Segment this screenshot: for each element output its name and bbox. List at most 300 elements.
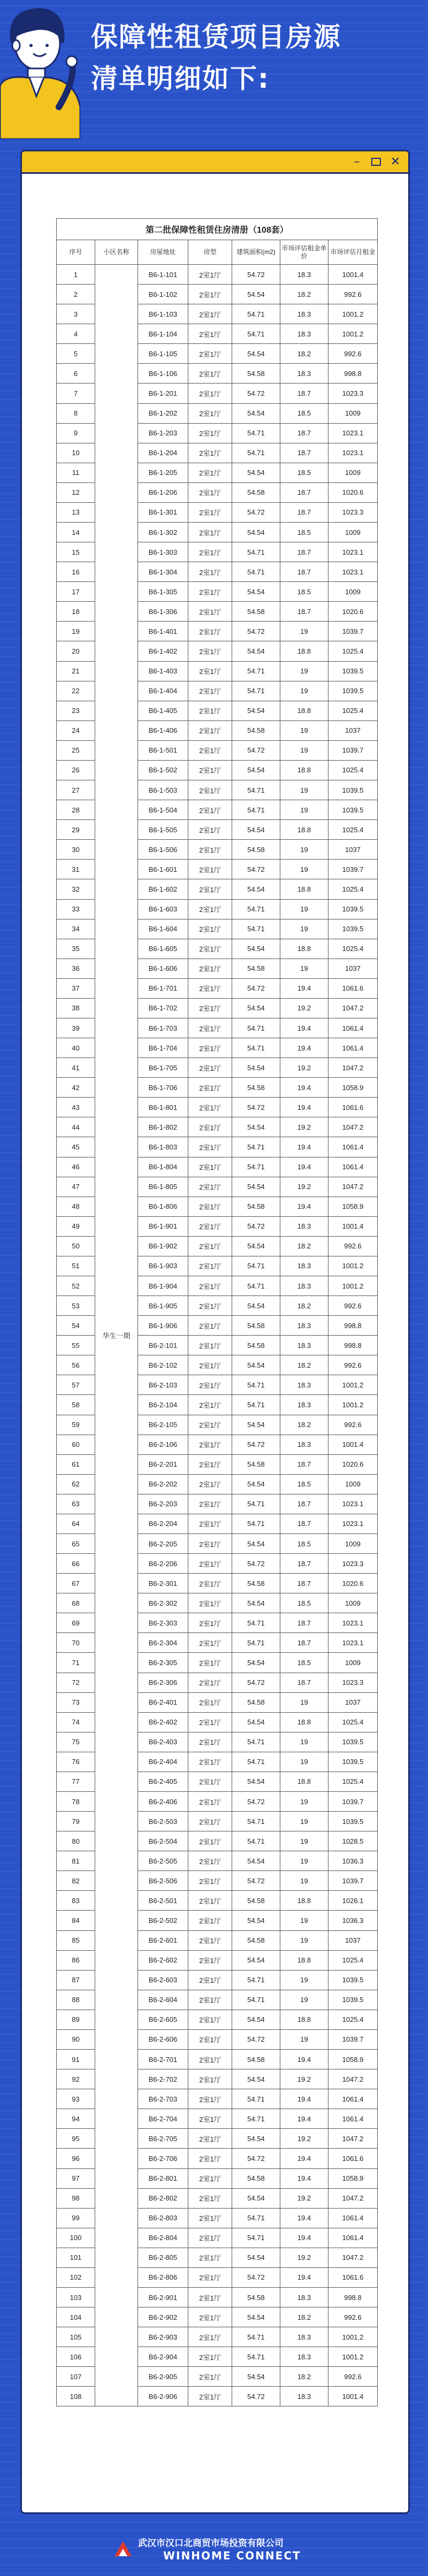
row-number: 36 xyxy=(57,959,95,978)
row-number: 59 xyxy=(57,1415,95,1435)
house-address: B6-1-405 xyxy=(138,701,188,720)
house-type: 2室1厅 xyxy=(188,502,232,522)
rent-unit-price: 18.5 xyxy=(280,523,328,542)
monthly-rent: 1001.2 xyxy=(328,1395,378,1415)
monthly-rent: 1047.2 xyxy=(328,2248,378,2267)
house-address: B6-1-205 xyxy=(138,463,188,482)
house-type: 2室1厅 xyxy=(188,1276,232,1295)
rent-unit-price: 18.3 xyxy=(280,2327,328,2347)
rent-unit-price: 18.3 xyxy=(280,1336,328,1355)
house-address: B6-2-204 xyxy=(138,1514,188,1534)
monthly-rent: 1023.1 xyxy=(328,1514,378,1534)
house-type: 2室1厅 xyxy=(188,1316,232,1336)
house-address: B6-2-605 xyxy=(138,2010,188,2029)
rent-unit-price: 18.3 xyxy=(280,1435,328,1454)
house-type: 2室1厅 xyxy=(188,1157,232,1177)
monthly-rent: 998.8 xyxy=(328,2287,378,2307)
rent-unit-price: 19 xyxy=(280,740,328,760)
row-number: 57 xyxy=(57,1375,95,1395)
rent-unit-price: 18.5 xyxy=(280,1653,328,1673)
row-number: 45 xyxy=(57,1137,95,1157)
floor-area: 54.71 xyxy=(232,780,280,800)
house-type: 2室1厅 xyxy=(188,285,232,304)
rent-unit-price: 19 xyxy=(280,1732,328,1752)
rent-unit-price: 18.8 xyxy=(280,641,328,661)
house-address: B6-2-104 xyxy=(138,1395,188,1415)
monthly-rent: 1061.4 xyxy=(328,1137,378,1157)
house-address: B6-1-301 xyxy=(138,502,188,522)
rent-unit-price: 18.8 xyxy=(280,1772,328,1791)
row-number: 71 xyxy=(57,1653,95,1673)
monthly-rent: 1061.4 xyxy=(328,2089,378,2109)
rent-unit-price: 19 xyxy=(280,1831,328,1851)
rent-unit-price: 19 xyxy=(280,959,328,978)
floor-area: 54.71 xyxy=(232,800,280,820)
rent-unit-price: 19 xyxy=(280,780,328,800)
monthly-rent: 1025.4 xyxy=(328,1772,378,1791)
house-type: 2室1厅 xyxy=(188,2347,232,2367)
rent-unit-price: 19 xyxy=(280,899,328,919)
rent-unit-price: 19 xyxy=(280,1911,328,1930)
rent-unit-price: 19 xyxy=(280,622,328,641)
rent-unit-price: 18.3 xyxy=(280,1216,328,1236)
monthly-rent: 1009 xyxy=(328,582,378,602)
house-address: B6-1-701 xyxy=(138,978,188,998)
floor-area: 54.71 xyxy=(232,423,280,443)
floor-area: 54.71 xyxy=(232,2208,280,2228)
floor-area: 54.72 xyxy=(232,1435,280,1454)
house-type: 2室1厅 xyxy=(188,2327,232,2347)
floor-area: 54.58 xyxy=(232,1891,280,1911)
floor-area: 54.72 xyxy=(232,502,280,522)
row-number: 17 xyxy=(57,582,95,602)
house-address: B6-1-302 xyxy=(138,523,188,542)
monthly-rent: 1020.6 xyxy=(328,1574,378,1593)
floor-area: 54.71 xyxy=(232,1157,280,1177)
house-address: B6-2-404 xyxy=(138,1752,188,1772)
floor-area: 54.54 xyxy=(232,1236,280,1256)
floor-area: 54.54 xyxy=(232,523,280,542)
house-address: B6-1-901 xyxy=(138,1216,188,1236)
row-number: 51 xyxy=(57,1256,95,1276)
house-type: 2室1厅 xyxy=(188,820,232,840)
house-address: B6-2-304 xyxy=(138,1633,188,1653)
row-number: 31 xyxy=(57,860,95,879)
monthly-rent: 1061.4 xyxy=(328,1038,378,1058)
monthly-rent: 1058.9 xyxy=(328,1078,378,1098)
rent-unit-price: 19.4 xyxy=(280,1098,328,1117)
house-address: B6-2-701 xyxy=(138,2050,188,2069)
rent-unit-price: 18.3 xyxy=(280,304,328,324)
monthly-rent: 1036.3 xyxy=(328,1911,378,1930)
row-number: 91 xyxy=(57,2050,95,2069)
house-address: B6-1-706 xyxy=(138,1078,188,1098)
rent-unit-price: 18.2 xyxy=(280,1236,328,1256)
page-headline xyxy=(91,16,423,99)
row-number: 79 xyxy=(57,1812,95,1831)
house-type: 2室1厅 xyxy=(188,1534,232,1554)
rent-unit-price: 18.8 xyxy=(280,939,328,959)
monthly-rent: 1001.2 xyxy=(328,1276,378,1295)
rent-unit-price: 18.3 xyxy=(280,364,328,384)
monthly-rent: 992.6 xyxy=(328,1236,378,1256)
row-number: 48 xyxy=(57,1197,95,1216)
house-type: 2室1厅 xyxy=(188,2168,232,2188)
monthly-rent: 1023.3 xyxy=(328,1673,378,1692)
house-type: 2室1厅 xyxy=(188,919,232,939)
row-number: 18 xyxy=(57,602,95,622)
house-type: 2室1厅 xyxy=(188,2208,232,2228)
row-number: 2 xyxy=(57,285,95,304)
row-number: 1 xyxy=(57,265,95,285)
column-header: 房型 xyxy=(188,240,232,265)
floor-area: 54.72 xyxy=(232,265,280,285)
rent-unit-price: 19 xyxy=(280,1930,328,1950)
monthly-rent: 1001.2 xyxy=(328,2347,378,2367)
rent-unit-price: 19.4 xyxy=(280,978,328,998)
rent-unit-price: 19.2 xyxy=(280,2248,328,2267)
monthly-rent: 1023.1 xyxy=(328,562,378,582)
house-type: 2室1厅 xyxy=(188,1078,232,1098)
row-number: 74 xyxy=(57,1712,95,1732)
rent-unit-price: 19 xyxy=(280,2029,328,2049)
rent-unit-price: 19 xyxy=(280,1851,328,1871)
monthly-rent: 1001.2 xyxy=(328,324,378,344)
avatar-illustration xyxy=(0,0,80,139)
rent-unit-price: 19 xyxy=(280,681,328,701)
rent-unit-price: 19.2 xyxy=(280,1117,328,1137)
rent-unit-price: 18.7 xyxy=(280,1574,328,1593)
monthly-rent: 1025.4 xyxy=(328,2010,378,2029)
row-number: 49 xyxy=(57,1216,95,1236)
floor-area: 54.54 xyxy=(232,820,280,840)
house-address: B6-1-806 xyxy=(138,1197,188,1216)
row-number: 32 xyxy=(57,879,95,899)
house-type: 2室1厅 xyxy=(188,1712,232,1732)
house-type: 2室1厅 xyxy=(188,1216,232,1236)
monthly-rent: 1037 xyxy=(328,959,378,978)
row-number: 22 xyxy=(57,681,95,701)
house-address: B6-2-604 xyxy=(138,1990,188,2010)
rent-unit-price: 18.7 xyxy=(280,1633,328,1653)
house-address: B6-1-903 xyxy=(138,1256,188,1276)
row-number: 28 xyxy=(57,800,95,820)
floor-area: 54.58 xyxy=(232,2168,280,2188)
row-number: 72 xyxy=(57,1673,95,1692)
floor-area: 54.71 xyxy=(232,919,280,939)
monthly-rent: 1037 xyxy=(328,1692,378,1712)
rent-unit-price: 18.3 xyxy=(280,1395,328,1415)
monthly-rent: 1023.3 xyxy=(328,1554,378,1574)
house-type: 2室1厅 xyxy=(188,1415,232,1435)
house-type: 2室1厅 xyxy=(188,1692,232,1712)
row-number: 20 xyxy=(57,641,95,661)
house-address: B6-1-801 xyxy=(138,1098,188,1117)
floor-area: 54.71 xyxy=(232,2109,280,2129)
floor-area: 54.71 xyxy=(232,1494,280,1514)
monthly-rent: 1025.4 xyxy=(328,820,378,840)
floor-area: 54.54 xyxy=(232,998,280,1018)
house-address: B6-2-901 xyxy=(138,2287,188,2307)
rent-unit-price: 18.7 xyxy=(280,443,328,463)
row-number: 78 xyxy=(57,1792,95,1812)
monthly-rent: 1039.7 xyxy=(328,2029,378,2049)
rent-unit-price: 18.8 xyxy=(280,820,328,840)
house-address: B6-1-305 xyxy=(138,582,188,602)
house-type: 2室1厅 xyxy=(188,304,232,324)
house-address: B6-1-403 xyxy=(138,661,188,681)
house-address: B6-2-405 xyxy=(138,1772,188,1791)
monthly-rent: 1039.7 xyxy=(328,622,378,641)
house-address: B6-1-606 xyxy=(138,959,188,978)
rent-unit-price: 18.8 xyxy=(280,1891,328,1911)
row-number: 70 xyxy=(57,1633,95,1653)
house-type: 2室1厅 xyxy=(188,1375,232,1395)
rent-unit-price: 18.5 xyxy=(280,1474,328,1494)
floor-area: 54.71 xyxy=(232,2228,280,2248)
rent-unit-price: 19 xyxy=(280,1812,328,1831)
house-address: B6-1-105 xyxy=(138,344,188,364)
rent-unit-price: 19.2 xyxy=(280,2069,328,2089)
house-type: 2室1厅 xyxy=(188,800,232,820)
floor-area: 54.54 xyxy=(232,1474,280,1494)
monthly-rent: 992.6 xyxy=(328,1415,378,1435)
row-number: 97 xyxy=(57,2168,95,2188)
floor-area: 54.54 xyxy=(232,1534,280,1554)
monthly-rent: 1037 xyxy=(328,840,378,860)
house-address: B6-2-305 xyxy=(138,1653,188,1673)
row-number: 3 xyxy=(57,304,95,324)
house-type: 2室1厅 xyxy=(188,1018,232,1038)
row-number: 101 xyxy=(57,2248,95,2267)
row-number: 100 xyxy=(57,2228,95,2248)
monthly-rent: 1039.5 xyxy=(328,661,378,681)
house-type: 2室1厅 xyxy=(188,2149,232,2168)
monthly-rent: 1009 xyxy=(328,1534,378,1554)
floor-area: 54.54 xyxy=(232,2069,280,2089)
house-address: B6-2-804 xyxy=(138,2228,188,2248)
row-number: 6 xyxy=(57,364,95,384)
row-number: 96 xyxy=(57,2149,95,2168)
row-number: 21 xyxy=(57,661,95,681)
monthly-rent: 1039.5 xyxy=(328,919,378,939)
floor-area: 54.54 xyxy=(232,344,280,364)
rent-unit-price: 18.7 xyxy=(280,1673,328,1692)
rent-unit-price: 19 xyxy=(280,1990,328,2010)
house-address: B6-1-503 xyxy=(138,780,188,800)
house-address: B6-2-202 xyxy=(138,1474,188,1494)
rent-unit-price: 19.2 xyxy=(280,1177,328,1197)
column-header: 市场评估租金单价 xyxy=(280,240,328,265)
headline-line-1: 保障性租赁项目房源 xyxy=(91,21,341,52)
rent-unit-price: 18.5 xyxy=(280,582,328,602)
floor-area: 54.72 xyxy=(232,1098,280,1117)
rent-unit-price: 19.4 xyxy=(280,1197,328,1216)
row-number: 52 xyxy=(57,1276,95,1295)
rent-unit-price: 18.3 xyxy=(280,1375,328,1395)
rent-unit-price: 18.3 xyxy=(280,265,328,285)
house-address: B6-1-906 xyxy=(138,1316,188,1336)
house-type: 2室1厅 xyxy=(188,760,232,780)
house-type: 2室1厅 xyxy=(188,860,232,879)
house-address: B6-2-502 xyxy=(138,1911,188,1930)
row-number: 29 xyxy=(57,820,95,840)
floor-area: 54.54 xyxy=(232,2367,280,2387)
house-type: 2室1厅 xyxy=(188,1970,232,1990)
house-type: 2室1厅 xyxy=(188,1435,232,1454)
rent-unit-price: 19.4 xyxy=(280,1018,328,1038)
monthly-rent: 1020.6 xyxy=(328,1454,378,1474)
table-header-row xyxy=(57,240,378,265)
rent-unit-price: 19.4 xyxy=(280,2228,328,2248)
house-type: 2室1厅 xyxy=(188,2029,232,2049)
rent-unit-price: 18.3 xyxy=(280,2347,328,2367)
house-type: 2室1厅 xyxy=(188,2228,232,2248)
house-type: 2室1厅 xyxy=(188,2387,232,2406)
monthly-rent: 1061.6 xyxy=(328,978,378,998)
row-number: 106 xyxy=(57,2347,95,2367)
floor-area: 54.72 xyxy=(232,1554,280,1574)
close-icon[interactable]: ✕ xyxy=(390,155,401,168)
house-type: 2室1厅 xyxy=(188,1891,232,1911)
row-number: 102 xyxy=(57,2267,95,2287)
row-number: 99 xyxy=(57,2208,95,2228)
house-address: B6-2-501 xyxy=(138,1891,188,1911)
floor-area: 54.71 xyxy=(232,1752,280,1772)
window-icon[interactable] xyxy=(369,155,384,170)
monthly-rent: 1047.2 xyxy=(328,2129,378,2149)
rent-unit-price: 18.7 xyxy=(280,502,328,522)
floor-area: 54.54 xyxy=(232,1851,280,1871)
rent-unit-price: 19.4 xyxy=(280,2109,328,2129)
house-address: B6-1-804 xyxy=(138,1157,188,1177)
house-type: 2室1厅 xyxy=(188,1256,232,1276)
rent-unit-price: 19 xyxy=(280,1970,328,1990)
house-type: 2室1厅 xyxy=(188,2267,232,2287)
monthly-rent: 1058.9 xyxy=(328,2168,378,2188)
monthly-rent: 1058.9 xyxy=(328,2050,378,2069)
card-titlebar xyxy=(22,151,408,174)
floor-area: 54.54 xyxy=(232,939,280,959)
monthly-rent: 1001.2 xyxy=(328,304,378,324)
house-address: B6-1-102 xyxy=(138,285,188,304)
monthly-rent: 1023.1 xyxy=(328,423,378,443)
house-type: 2室1厅 xyxy=(188,959,232,978)
monthly-rent: 1009 xyxy=(328,523,378,542)
monthly-rent: 1023.3 xyxy=(328,384,378,403)
rent-unit-price: 18.7 xyxy=(280,1494,328,1514)
floor-area: 54.71 xyxy=(232,2089,280,2109)
rent-unit-price: 19.4 xyxy=(280,2050,328,2069)
monthly-rent: 1001.2 xyxy=(328,1256,378,1276)
monthly-rent: 992.6 xyxy=(328,2367,378,2387)
rent-unit-price: 18.2 xyxy=(280,2307,328,2327)
house-address: B6-1-805 xyxy=(138,1177,188,1197)
row-number: 73 xyxy=(57,1692,95,1712)
rent-unit-price: 19.4 xyxy=(280,2168,328,2188)
house-address: B6-1-401 xyxy=(138,622,188,641)
house-type: 2室1厅 xyxy=(188,523,232,542)
floor-area: 54.71 xyxy=(232,2347,280,2367)
row-number: 14 xyxy=(57,523,95,542)
floor-area: 54.72 xyxy=(232,384,280,403)
house-type: 2室1厅 xyxy=(188,1990,232,2010)
rent-unit-price: 18.5 xyxy=(280,1534,328,1554)
house-address: B6-2-905 xyxy=(138,2367,188,2387)
floor-area: 54.54 xyxy=(232,285,280,304)
floor-area: 54.71 xyxy=(232,1038,280,1058)
house-type: 2室1厅 xyxy=(188,1851,232,1871)
row-number: 41 xyxy=(57,1058,95,1078)
floor-area: 54.58 xyxy=(232,1930,280,1950)
house-address: B6-2-303 xyxy=(138,1613,188,1633)
rent-unit-price: 19 xyxy=(280,919,328,939)
floor-area: 54.71 xyxy=(232,324,280,344)
house-address: B6-2-406 xyxy=(138,1792,188,1812)
rent-unit-price: 19.2 xyxy=(280,2129,328,2149)
floor-area: 54.54 xyxy=(232,2188,280,2208)
minimize-icon[interactable]: – xyxy=(354,155,360,168)
row-number: 42 xyxy=(57,1078,95,1098)
rent-unit-price: 19.4 xyxy=(280,2208,328,2228)
house-type: 2室1厅 xyxy=(188,2287,232,2307)
house-type: 2室1厅 xyxy=(188,1336,232,1355)
monthly-rent: 1061.6 xyxy=(328,2149,378,2168)
monthly-rent: 1047.2 xyxy=(328,998,378,1018)
row-number: 7 xyxy=(57,384,95,403)
row-number: 81 xyxy=(57,1851,95,1871)
house-type: 2室1厅 xyxy=(188,1871,232,1891)
row-number: 11 xyxy=(57,463,95,482)
house-address: B6-1-304 xyxy=(138,562,188,582)
floor-area: 54.58 xyxy=(232,840,280,860)
house-address: B6-2-801 xyxy=(138,2168,188,2188)
floor-area: 54.71 xyxy=(232,1137,280,1157)
rent-unit-price: 18.8 xyxy=(280,879,328,899)
rent-unit-price: 19 xyxy=(280,720,328,740)
column-header: 房屋地址 xyxy=(138,240,188,265)
row-number: 27 xyxy=(57,780,95,800)
house-address: B6-1-704 xyxy=(138,1038,188,1058)
house-address: B6-2-103 xyxy=(138,1375,188,1395)
house-address: B6-2-402 xyxy=(138,1712,188,1732)
floor-area: 54.71 xyxy=(232,1990,280,2010)
rent-unit-price: 18.8 xyxy=(280,2010,328,2029)
floor-area: 54.54 xyxy=(232,1911,280,1930)
house-address: B6-1-605 xyxy=(138,939,188,959)
rent-unit-price: 19 xyxy=(280,860,328,879)
row-number: 105 xyxy=(57,2327,95,2347)
house-type: 2室1厅 xyxy=(188,1098,232,1117)
rent-unit-price: 18.7 xyxy=(280,562,328,582)
floor-area: 54.71 xyxy=(232,661,280,681)
monthly-rent: 1023.3 xyxy=(328,502,378,522)
house-address: B6-2-205 xyxy=(138,1534,188,1554)
house-address: B6-2-904 xyxy=(138,2347,188,2367)
house-type: 2室1厅 xyxy=(188,1574,232,1593)
house-address: B6-2-706 xyxy=(138,2149,188,2168)
floor-area: 54.54 xyxy=(232,2129,280,2149)
row-number: 26 xyxy=(57,760,95,780)
house-type: 2室1厅 xyxy=(188,562,232,582)
row-number: 93 xyxy=(57,2089,95,2109)
monthly-rent: 1025.4 xyxy=(328,879,378,899)
monthly-rent: 1009 xyxy=(328,1653,378,1673)
house-type: 2室1厅 xyxy=(188,482,232,502)
row-number: 54 xyxy=(57,1316,95,1336)
row-number: 58 xyxy=(57,1395,95,1415)
house-address: B6-2-504 xyxy=(138,1831,188,1851)
